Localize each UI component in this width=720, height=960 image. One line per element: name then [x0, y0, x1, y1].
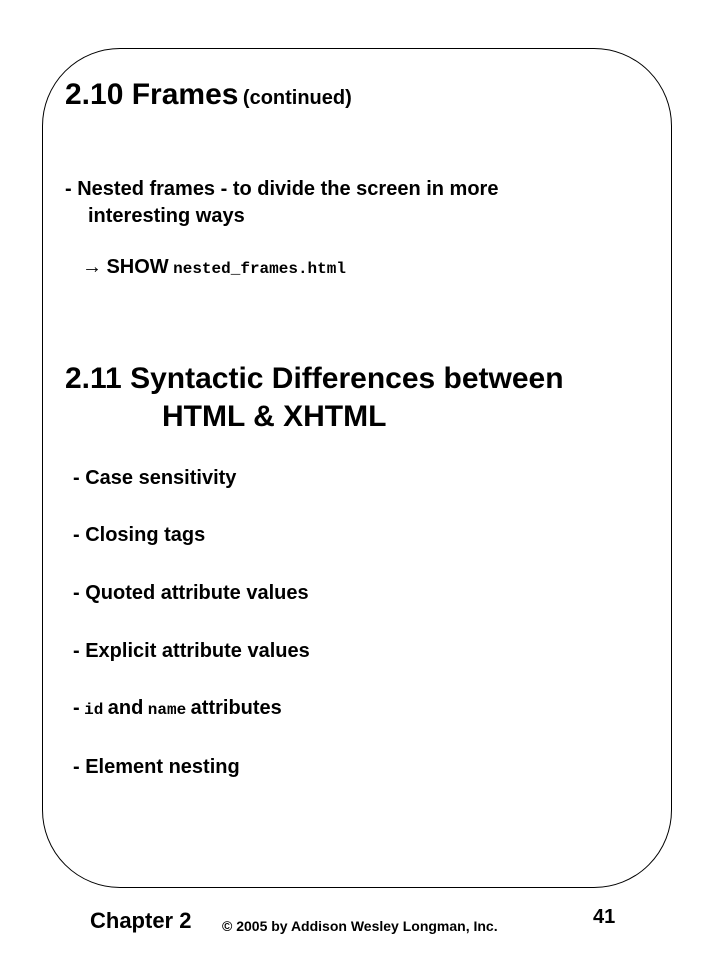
show-filename: nested_frames.html — [173, 260, 346, 278]
section-title-syntactic-line1: 2.11 Syntactic Differences between — [65, 362, 564, 395]
show-label: SHOW — [106, 256, 169, 278]
section-title-syntactic-line2: HTML & XHTML — [162, 400, 387, 433]
id-name-and: and — [107, 697, 144, 719]
show-line — [82, 256, 346, 279]
code-name: name — [147, 701, 187, 719]
list-item-case-sensitivity: - Case sensitivity — [73, 467, 237, 489]
list-item-quoted-values: - Quoted attribute values — [73, 582, 309, 604]
section-title-suffix: (continued) — [242, 87, 352, 109]
section-title-frames — [65, 78, 352, 112]
list-item-explicit-values: - Explicit attribute values — [73, 640, 310, 662]
code-id: id — [84, 701, 104, 719]
page-number: 41 — [593, 906, 616, 928]
id-name-dash: - — [73, 697, 80, 719]
nested-frames-line1: - Nested frames - to divide the screen in more — [65, 178, 499, 200]
right-arrow-icon: → — [82, 256, 102, 278]
footer-copyright: © 2005 by Addison Wesley Longman, Inc. — [222, 918, 498, 934]
nested-frames-line2: interesting ways — [88, 205, 245, 227]
footer-chapter: Chapter 2 — [90, 908, 192, 933]
list-item-id-name — [73, 697, 282, 720]
id-name-rest: attributes — [190, 697, 282, 719]
section-title-text: 2.10 Frames — [65, 78, 239, 111]
list-item-element-nesting: - Element nesting — [73, 756, 240, 778]
list-item-closing-tags: - Closing tags — [73, 524, 206, 546]
